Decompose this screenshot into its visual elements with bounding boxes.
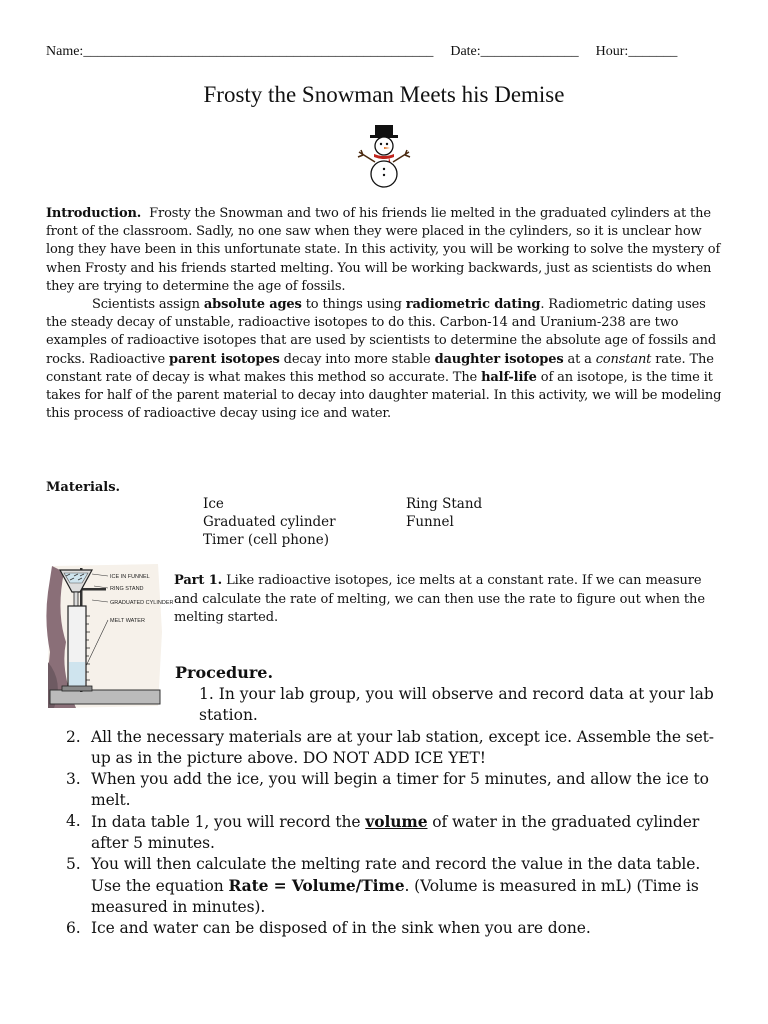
procedure-step-1 <box>174 684 714 726</box>
rate-equation: Rate = Volume/Time <box>228 876 405 895</box>
material-item: Ice <box>203 496 224 512</box>
name-blank[interactable]: __________________________________________________ <box>83 44 434 59</box>
materials-heading: Materials. <box>46 480 121 495</box>
intro-text-2e: . Radiometric dating uses the steady decay of unstable, radioactive isotopes to do this. Carbon-14 and Uranium-238 are two examples of radioactive isotopes that are used by scientists to determine the absolute age of fossils and rocks. Radioactive <box>46 297 717 367</box>
step-number: 5. <box>66 855 81 873</box>
step-number: 4. <box>66 812 81 830</box>
step-4-text-c: of water in the graduated cylinder after 5 minutes. <box>91 813 700 852</box>
material-item: Timer (cell phone) <box>203 532 330 548</box>
photo-label-graduated-cylinder: GRADUATED CYLINDER <box>110 600 174 606</box>
material-item: Funnel <box>406 514 454 530</box>
step-5-text-c: . (Volume is measured in mL) (Time is measured in minutes). <box>91 877 699 916</box>
intro-text-2a: Scientists assign <box>92 297 204 313</box>
step-3-text: When you add the ice, you will begin a timer for 5 minutes, and allow the ice to melt. <box>91 770 709 809</box>
intro-paragraph-2 <box>46 296 726 423</box>
lab-setup-photo <box>46 562 174 708</box>
part1-heading: Part 1. <box>174 573 223 588</box>
step-5-text-a: You will then calculate the melting rate and record the value in the data table. Use the equation <box>91 855 701 895</box>
term-half-life: half-life <box>481 369 537 385</box>
photo-label-melt-water: MELT WATER <box>110 618 145 624</box>
date-label: Date: <box>450 44 481 59</box>
photo-label-ring-stand: RING STAND <box>110 586 144 592</box>
photo-label-ice-in-funnel: ICE IN FUNNEL <box>110 574 150 580</box>
snowman-icon <box>355 124 413 188</box>
step-2-text: All the necessary materials are at your lab station, except ice. Assemble the set-up as in the picture above. DO NOT ADD ICE YET! <box>91 728 714 767</box>
part1-paragraph <box>174 572 714 628</box>
step-number: 2. <box>66 728 81 746</box>
step-number: 3. <box>66 770 81 788</box>
step-1-text: 1. In your lab group, you will observe and record data at your lab station. <box>199 685 714 724</box>
hour-label: Hour: <box>595 44 629 59</box>
intro-text-2c: to things using <box>301 297 406 313</box>
procedure-step-2 <box>66 727 726 769</box>
material-item: Graduated cylinder <box>203 514 336 530</box>
procedure-heading: Procedure. <box>175 663 274 682</box>
procedure-step-5 <box>66 854 726 918</box>
intro-text-1: Frosty the Snowman and two of his friends lie melted in the graduated cylinders at the front of the classroom. Sadly, no one saw when they were placed in the cylinders, so it is unclear how long they have been in this unfortunate state. In this activity, you will be working to solve the mystery of when Frosty and his friends started melting. You will be working backwards, just as scientists do when they are trying to determine the age of fossils. <box>46 206 721 294</box>
part1-text: Like radioactive isotopes, ice melts at a constant rate. If we can measure and calculate the rate of melting, we can then use the rate to figure out when the melting started. <box>174 573 705 625</box>
intro-text-2g: decay into more stable <box>279 351 435 367</box>
material-item: Ring Stand <box>406 496 483 512</box>
intro-text-2k: rate. The constant rate of decay is what makes this method so accurate. The <box>46 351 714 385</box>
term-absolute-ages: absolute ages <box>203 297 302 313</box>
procedure-step-3 <box>66 769 726 811</box>
term-constant: constant <box>595 351 652 367</box>
term-parent-isotopes: parent isotopes <box>169 351 280 367</box>
introduction-section <box>46 205 726 423</box>
intro-text-2i: at a <box>563 351 596 367</box>
intro-paragraph-1 <box>46 205 726 296</box>
date-blank[interactable]: ______________ <box>480 44 579 59</box>
term-radiometric-dating: radiometric dating <box>405 297 541 313</box>
term-daughter-isotopes: daughter isotopes <box>434 351 564 367</box>
procedure-step-4 <box>66 811 726 854</box>
term-volume: volume <box>365 812 428 831</box>
procedure-steps <box>66 727 726 939</box>
step-4-text-a: In data table 1, you will record the <box>91 813 366 831</box>
page-title: Frosty the Snowman Meets his Demise <box>203 82 565 107</box>
name-label: Name: <box>46 44 84 59</box>
step-number: 6. <box>66 919 81 937</box>
intro-text-2m: of an isotope, is the time it takes for half of the parent material to decay into daughter material. In this activity, we will be modeling this process of radioactive decay using ice and water. <box>46 369 722 422</box>
intro-heading: Introduction. <box>46 206 142 221</box>
hour-blank[interactable]: _______ <box>628 44 678 59</box>
student-info-header <box>46 44 722 60</box>
procedure-step-6 <box>66 918 726 939</box>
step-6-text: Ice and water can be disposed of in the sink when you are done. <box>91 919 591 937</box>
